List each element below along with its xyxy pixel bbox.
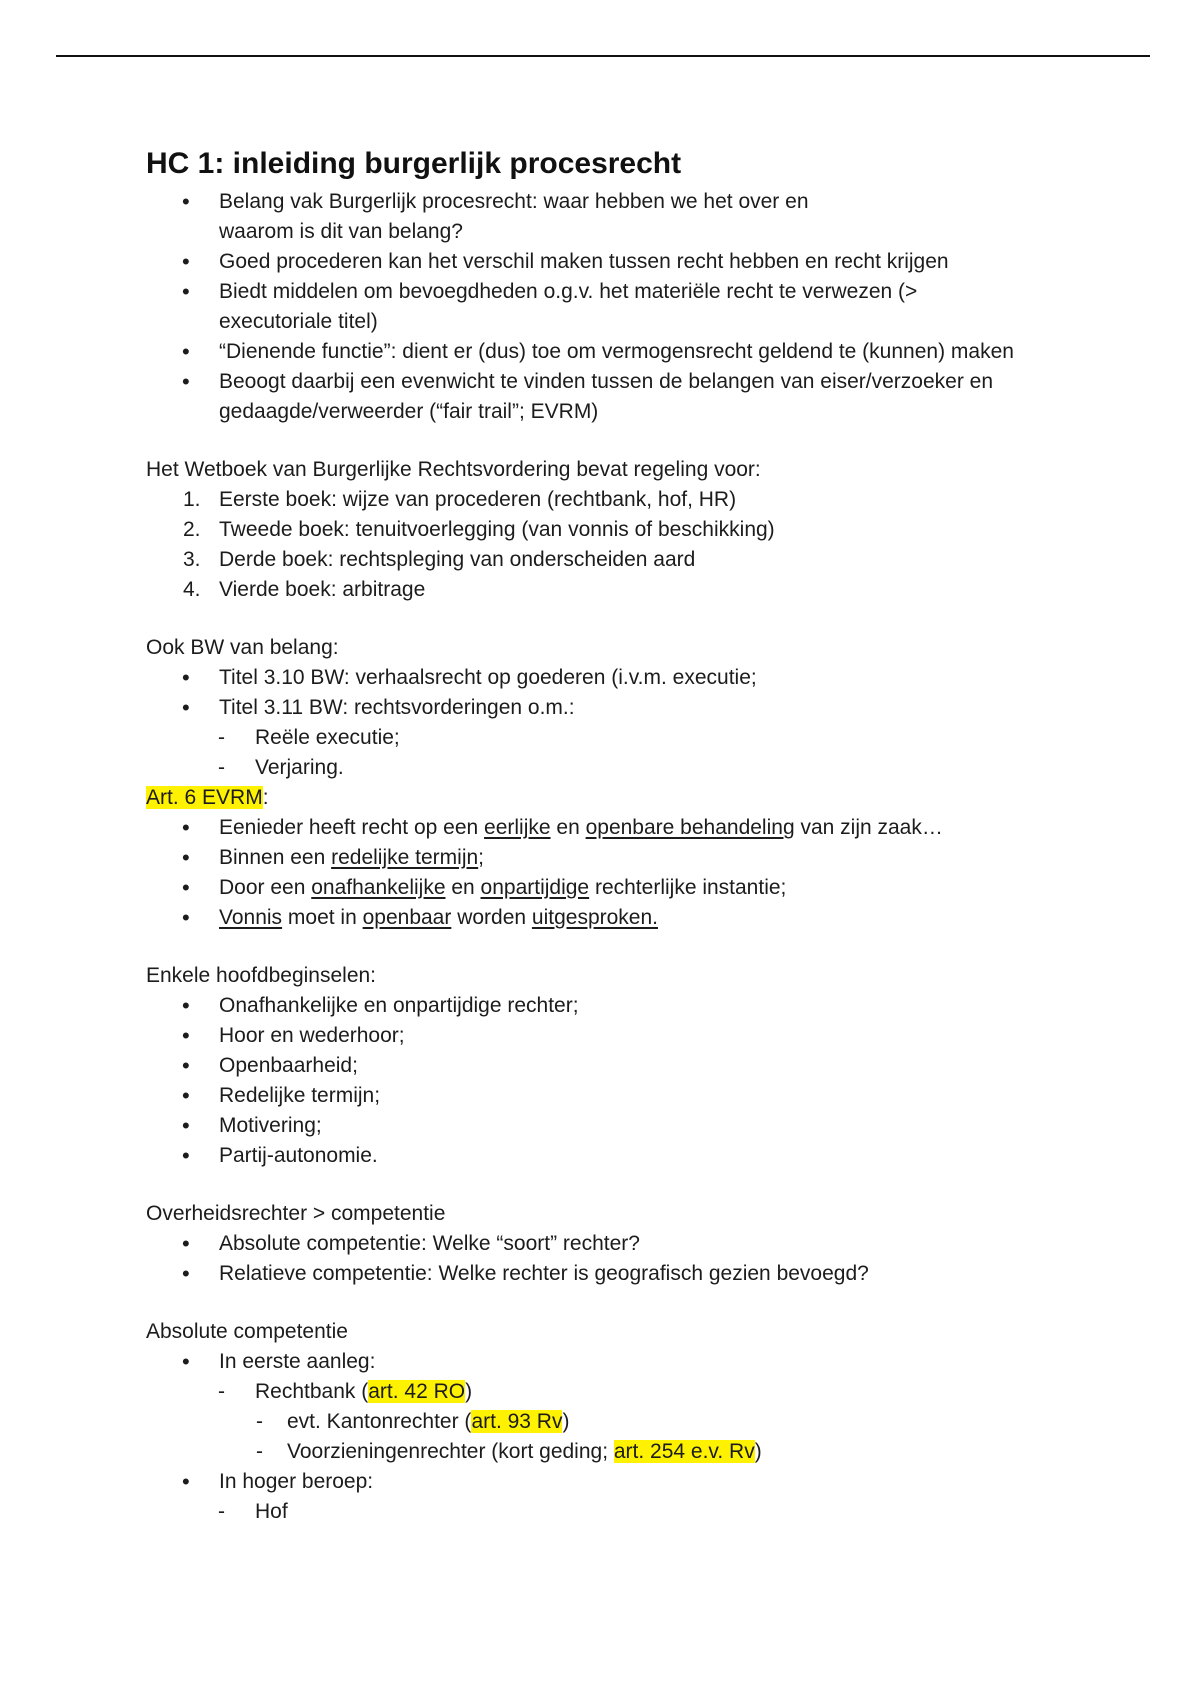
list-item: • Biedt middelen om bevoegdheden o.g.v. het materiële recht te verwezen (> executoriale titel) xyxy=(146,277,979,337)
heading-colon: : xyxy=(262,786,269,809)
list-text: Vierde boek: arbitrage xyxy=(219,578,426,601)
underlined-text: onpartijdige xyxy=(480,876,590,899)
text: rechterlijke instantie; xyxy=(589,876,787,899)
list-item xyxy=(146,515,1146,545)
section-heading xyxy=(146,783,1146,813)
list-item xyxy=(146,873,1146,903)
sub-sub-list-item xyxy=(146,1437,1146,1467)
list-item: • Onafhankelijke en onpartijdige rechter; xyxy=(146,991,1146,1021)
highlighted-reference: art. 93 Rv xyxy=(471,1410,563,1433)
underlined-text: eerlijke xyxy=(484,816,551,839)
list-item xyxy=(146,813,1146,843)
text: Binnen een xyxy=(219,846,332,869)
list-item xyxy=(146,575,1146,605)
text: Door een xyxy=(219,876,312,899)
sub-list-item xyxy=(146,1377,1146,1407)
section-heading: Overheidsrechter > competentie xyxy=(146,1202,446,1225)
list-item xyxy=(146,485,1146,515)
document-body xyxy=(146,145,1146,1527)
list-item: • Titel 3.11 BW: rechtsvorderingen o.m.: xyxy=(146,693,1146,723)
list-item: • Beoogt daarbij een evenwicht te vinden tussen de belangen van eiser/verzoeker en gedaagde/verweerder (“fair trail”; EVRM) xyxy=(146,367,1119,427)
highlighted-reference: Art. 6 EVRM xyxy=(146,786,263,809)
text: moet in xyxy=(282,906,363,929)
text: van zijn zaak… xyxy=(794,816,943,839)
section-heading: Enkele hoofdbeginselen: xyxy=(146,964,377,987)
text: ) xyxy=(562,1410,570,1433)
highlighted-reference: art. 254 e.v. Rv xyxy=(613,1440,755,1463)
list-item: • Absolute competentie: Welke “soort” rechter? xyxy=(146,1229,1146,1259)
text: evt. Kantonrechter ( xyxy=(287,1410,472,1433)
underlined-text: uitgesproken. xyxy=(531,906,658,929)
list-item: • In eerste aanleg: xyxy=(146,1347,1146,1377)
underlined-text: Vonnis xyxy=(219,906,283,929)
section-heading: Het Wetboek van Burgerlijke Rechtsvordering bevat regeling voor: xyxy=(146,458,761,481)
list-item: • Hoor en wederhoor; xyxy=(146,1021,1146,1051)
list-item xyxy=(146,843,1146,873)
sub-list-item: - Hof xyxy=(146,1497,1146,1527)
underlined-text: onafhankelijke xyxy=(311,876,446,899)
text: ; xyxy=(478,846,485,869)
list-number: 1. xyxy=(183,488,201,511)
text: Voorzieningenrechter (kort geding; xyxy=(287,1440,614,1463)
text: worden xyxy=(451,906,532,929)
list-item: • Titel 3.10 BW: verhaalsrecht op goederen (i.v.m. executie; xyxy=(146,663,1146,693)
underlined-text: openbaar xyxy=(362,906,452,929)
list-text: Derde boek: rechtspleging van onderscheiden aard xyxy=(219,548,696,571)
sub-list-item: - Verjaring. xyxy=(146,753,1146,783)
section-heading: Ook BW van belang: xyxy=(146,636,339,659)
list-text: Tweede boek: tenuitvoerlegging (van vonnis of beschikking) xyxy=(219,518,775,541)
underlined-text: openbare behandeling xyxy=(585,816,795,839)
sub-list-item: - Reële executie; xyxy=(146,723,1146,753)
section-heading: Absolute competentie xyxy=(146,1320,348,1343)
list-item xyxy=(146,903,1146,933)
list-item: • Openbaarheid; xyxy=(146,1051,1146,1081)
text: Rechtbank ( xyxy=(255,1380,369,1403)
list-number: 3. xyxy=(183,548,201,571)
list-item: • Motivering; xyxy=(146,1111,1146,1141)
text: Eenieder heeft recht op een xyxy=(219,816,485,839)
list-number: 2. xyxy=(183,518,201,541)
list-item: • Relatieve competentie: Welke rechter is geografisch gezien bevoegd? xyxy=(146,1259,1146,1289)
list-item: • Goed procederen kan het verschil maken tussen recht hebben en recht krijgen xyxy=(146,247,1146,277)
list-item: • Belang vak Burgerlijk procesrecht: waar hebben we het over en waarom is dit van belang? xyxy=(146,187,859,247)
page-title: HC 1: inleiding burgerlijk procesrecht xyxy=(146,147,682,180)
text: ) xyxy=(754,1440,762,1463)
list-item: • “Dienende functie”: dient er (dus) toe om vermogensrecht geldend te (kunnen) maken xyxy=(146,337,1146,367)
list-text: Eerste boek: wijze van procederen (rechtbank, hof, HR) xyxy=(219,488,737,511)
top-rule xyxy=(56,55,1150,57)
text: ) xyxy=(465,1380,473,1403)
list-item: • In hoger beroep: xyxy=(146,1467,1146,1497)
list-item: • Redelijke termijn; xyxy=(146,1081,1146,1111)
list-item: • Partij-autonomie. xyxy=(146,1141,1146,1171)
underlined-text: redelijke termijn xyxy=(331,846,479,869)
highlighted-reference: art. 42 RO xyxy=(368,1380,466,1403)
text: en xyxy=(550,816,586,839)
list-number: 4. xyxy=(183,578,201,601)
text: en xyxy=(445,876,481,899)
sub-sub-list-item xyxy=(146,1407,1146,1437)
list-item xyxy=(146,545,1146,575)
